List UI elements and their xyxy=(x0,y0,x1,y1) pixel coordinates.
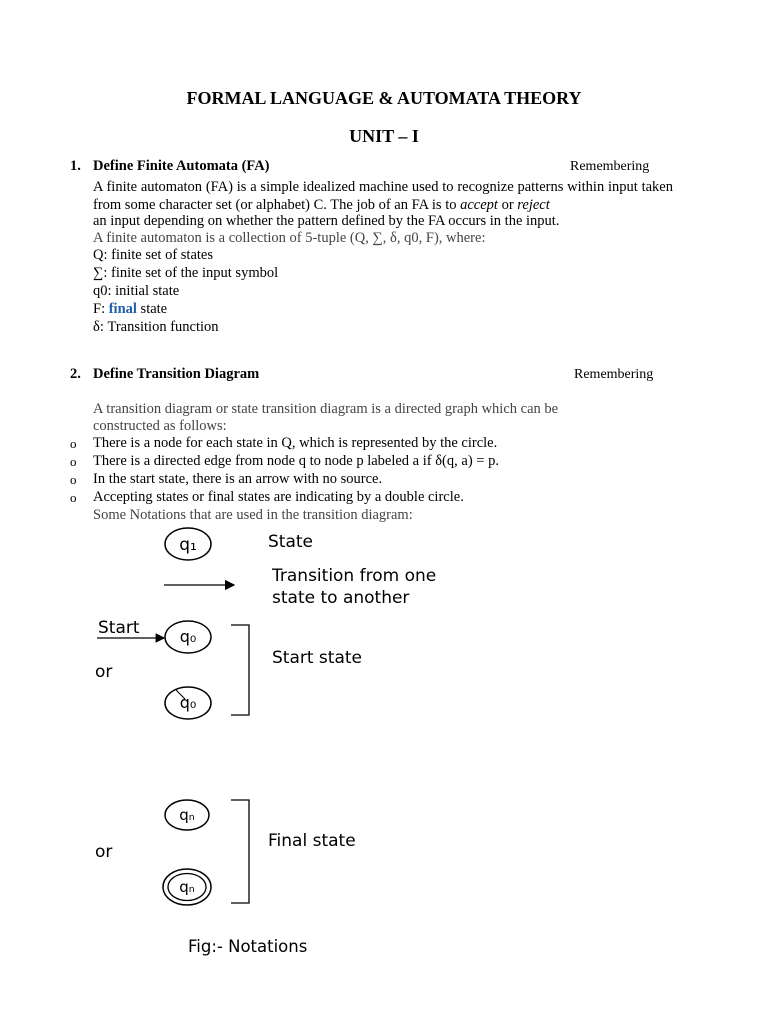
state-label: State xyxy=(268,532,313,552)
definition-continuation: an input depending on whether the pattern defined by the FA occurs in the input. xyxy=(93,213,560,229)
bullet-marker: o xyxy=(70,454,77,469)
bullet-item: Accepting states or final states are indicating by a double circle. xyxy=(93,489,464,505)
state-node-label: q₁ xyxy=(179,535,197,555)
tuple-item: q0: initial state xyxy=(93,283,180,299)
definition-text: A finite automaton (FA) is a simple idealized machine used to recognize patterns within input taken from some character set (or alphabet) C. The job of an FA is to xyxy=(93,179,673,213)
tuple-line: A finite automaton is a collection of 5-tuple (Q, ∑, δ, q0, F), where: xyxy=(93,230,486,246)
final-suffix: state xyxy=(136,301,168,317)
question-2-heading: Define Transition Diagram xyxy=(93,366,260,382)
tuple-item: ∑: finite set of the input symbol xyxy=(93,265,279,281)
question-1-number: 1. xyxy=(70,158,81,174)
start-bracket xyxy=(231,625,249,715)
transition-intro: A transition diagram or state transition diagram is a directed graph which can be xyxy=(93,401,559,417)
bullet-marker: o xyxy=(70,490,77,505)
question-2-number: 2. xyxy=(70,366,81,382)
tuple-item: Q: finite set of states xyxy=(93,247,214,263)
tuple-item: δ: Transition function xyxy=(93,319,219,335)
final-node-label: qₙ xyxy=(179,806,195,824)
final-bracket xyxy=(231,800,249,903)
final-state-label: Final state xyxy=(268,831,356,851)
start-state-label: Start state xyxy=(272,648,362,668)
final-node-double-label: qₙ xyxy=(179,878,195,896)
figure-caption: Fig:- Notations xyxy=(188,937,308,956)
bullet-item: There is a directed edge from node q to node p labeled a if δ(q, a) = p. xyxy=(93,453,499,469)
or-word: or xyxy=(497,197,518,213)
or-label: or xyxy=(95,842,113,862)
bullet-item: There is a node for each state in Q, which is represented by the circle. xyxy=(93,435,498,451)
question-2-tag: Remembering xyxy=(574,367,654,382)
final-prefix: F: xyxy=(93,301,109,317)
reject-word: reject xyxy=(517,197,550,213)
bullet-marker: o xyxy=(70,436,77,451)
notations-line: Some Notations that are used in the transition diagram: xyxy=(93,507,413,523)
document-title: FORMAL LANGUAGE & AUTOMATA THEORY xyxy=(186,88,582,108)
final-word: final xyxy=(108,301,137,317)
start-node-label: q₀ xyxy=(179,627,197,646)
bullet-marker: o xyxy=(70,472,77,487)
transition-label-line-1: Transition from one xyxy=(272,566,437,586)
unit-heading: UNIT – I xyxy=(349,126,419,146)
or-label: or xyxy=(95,662,113,682)
accept-word: accept xyxy=(460,197,498,213)
start-node-alt-label: q₀ xyxy=(179,693,197,712)
question-1-heading: Define Finite Automata (FA) xyxy=(93,158,270,174)
bullet-item: In the start state, there is an arrow with no source. xyxy=(93,471,383,487)
transition-label-line-2: state to another xyxy=(272,588,410,608)
start-word: Start xyxy=(98,618,140,638)
question-1-tag: Remembering xyxy=(570,159,650,174)
transition-intro-continued: constructed as follows: xyxy=(93,418,227,434)
